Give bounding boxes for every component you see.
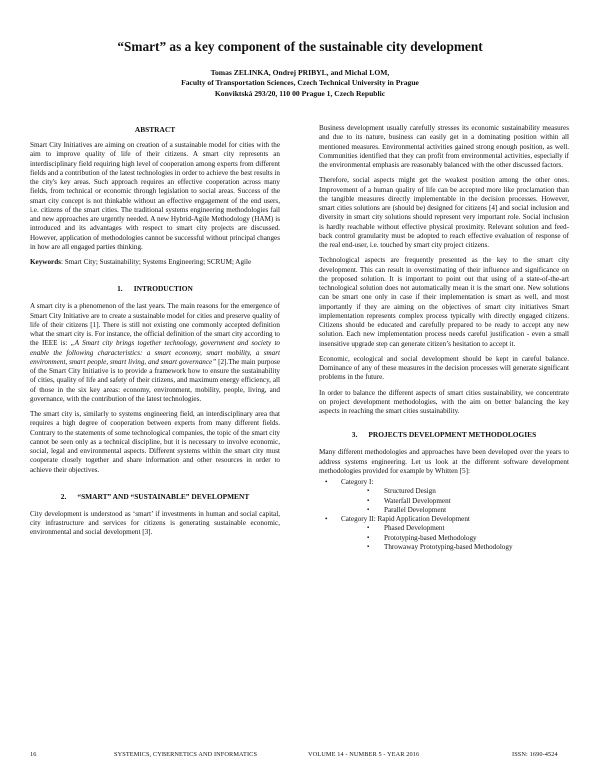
- keywords: [30, 258, 280, 267]
- section-heading-projects: 3. PROJECTS DEVELOPMENT METHODOLOGIES: [351, 430, 537, 440]
- abstract-heading: ABSTRACT: [134, 125, 176, 134]
- list-item: [341, 534, 569, 543]
- intro-p1-quote: „A Smart city brings together technology, government and society to enable the following characteristics: a smart economy, smart mobility, a smart environment, smart people, smart living, and smart governance”: [30, 339, 280, 366]
- list-item-text: Parallel Development: [384, 505, 447, 514]
- list-item-text: Structured Design: [384, 487, 436, 496]
- square-bullet-icon: ▪: [367, 525, 370, 532]
- square-bullet-icon: ▪: [367, 506, 370, 513]
- right-column: [319, 124, 569, 552]
- list-item-text: Prototyping-based Methodology: [384, 533, 477, 542]
- list-item-text: Throwaway Prototyping-based Methodology: [384, 542, 513, 551]
- methodology-list: [319, 478, 569, 552]
- category-2-sublist: [341, 524, 569, 552]
- footer-journal-name: SYSTEMICS, CYBERNETICS AND INFORMATICS: [114, 751, 258, 758]
- author-affiliation: Faculty of Transportation Sciences, Czech Technical University in Prague: [181, 78, 419, 88]
- footer-issn: ISSN: 1690-4524: [512, 751, 558, 758]
- list-item-category-2: [319, 515, 569, 552]
- list-item: [341, 524, 569, 533]
- right-paragraph-2: Therefore, social aspects might get the weakest position among the other ones. Improvement of a human quality of life can be accepted more like proclamation than the tangible measures directly implementable in the decision processes. However, smart cities solutions are (should be) designed for citizens [4] and social inclusion and diversity in smart city solutions should represent very important role. Social inclusion is hardly reachable without effective physical proximity. Relevant solution and feed-back control granularity must be adopted to reach effective evaluation of response of the real end-user, i.e. touched by smart city project citizens.: [319, 176, 569, 249]
- right-paragraph-4: Economic, ecological and social development should be kept in careful balance. Dominance of any of these measures in the decision processes will generate significant problems in the future.: [319, 354, 569, 382]
- section-heading-smart: 2. “SMART” AND “SUSTAINABLE” DEVELOPMENT: [60, 491, 250, 501]
- keywords-text: : Smart City; Sustainability; Systems Engineering; SCRUM; Agile: [60, 258, 252, 266]
- footer-volume: VOLUME 14 - NUMBER 5 - YEAR 2016: [308, 751, 420, 758]
- bullet-icon: •: [325, 478, 328, 486]
- abstract-body: Smart City Initiatives are aiming on creation of a sustainable model for cities with the aim to improve quality of life of their citizens. A smart city represents an interdisciplinary field requiring high level of cooperation among experts from different fields and a contribution of the latest technologies in order to achieve the best results in the city's key areas. Such approach requires an effective cooperation across many fields, from technical or economic through legislation to social areas. Success of the smart city concept is not thinkable without an effective engagement of the end users, i.e. citizens of the smart cities. The traditional systems engineering methodologies fail and new approaches are urgently needed. A new Hybrid-Agile Methodology (HAM) is introduced and its advantages with respect to smart city projects are discussed. However, application of methodologies cannot be successful without principal changes in how are all engaged parties thinking.: [30, 141, 280, 251]
- square-bullet-icon: ▪: [367, 497, 370, 504]
- list-item: [341, 497, 569, 506]
- page-footer: [30, 750, 570, 760]
- bullet-icon: •: [325, 515, 328, 523]
- category-1-label: Category I:: [341, 478, 374, 486]
- intro-p1-text-a: A smart city is a phenomenon of the last years. The main reasons for the emergence of Smart City Initiative are to create a sustainable model for cities and preserve quality of life of their citizens [1]. There is still not existing one commonly accepted definition what the smart city is. For instance, the official definition of the smart city according to the IEEE is:: [30, 302, 280, 348]
- author-block: [30, 68, 570, 99]
- list-item: [341, 506, 569, 515]
- intro-p1-text-b: [2].The main purpose of the Smart City Initiative is to provide a framework how to ensure the sustainability of cities, quality of life and safety of their citizens, and maximum energy efficiency, all of those in the six key areas: economy, environment, mobility, people, living, and governance, with the contribution of the latest technologies.: [30, 357, 280, 403]
- list-item: [341, 487, 569, 496]
- keywords-label: Keywords: [30, 258, 61, 266]
- list-item-text: Waterfall Development: [384, 496, 451, 505]
- left-column: [30, 125, 280, 544]
- intro-paragraph-1: [30, 302, 280, 404]
- intro-paragraph-2: The smart city is, similarly to systems engineering field, an interdisciplinary area that requires a high degree of cooperation between experts from many different fields. Contrary to the statements of some technological companies, the topic of the smart city cannot be seen only as a technical discipline, but it is necessary to involve economic, social, legal and environmental aspects. Different systems within the smart city must cooperate closely together and share information and other resources in order to achieve their objectives.: [30, 410, 280, 474]
- category-1-sublist: [341, 487, 569, 515]
- category-2-label: Category II: Rapid Application Development: [341, 515, 470, 523]
- section-heading-introduction: 1. INTRODUCTION: [117, 284, 193, 294]
- right-paragraph-3: Technological aspects are frequently presented as the key to the smart city development. This can result in overestimating of their influence and significance on the proposed solution. It is important to point out that using of a state-of-the-art technological solution does not automatically mean it is the smart one. New solutions can be smart one only in case if their implementation is smart as well, and most importantly if they are aiming on the objectives of smart city initiatives Smart implementation represents complex process typically with directly engaged citizens. Citizens should be educated and carefully prepared to be ready to accept any new solution. Each new implementation process needs careful justification - even a small insensitive upgrade step can generate citizen’s hesitation to accept it.: [319, 256, 569, 348]
- list-item: [341, 543, 569, 552]
- list-item-category-1: [319, 478, 569, 515]
- square-bullet-icon: ▪: [367, 534, 370, 541]
- right-paragraph-5: In order to balance the different aspects of smart cities sustainability, we concentrate on project development methodologies, with the aim on better balancing the key aspects in reaching the smart cities sustainability.: [319, 388, 569, 415]
- square-bullet-icon: ▪: [367, 488, 370, 495]
- author-names: Tomas ZELINKA, Ondrej PRIBYL, and Michal LOM,: [210, 68, 390, 77]
- footer-page-number: 16: [30, 751, 37, 758]
- right-paragraph-1: Business development usually carefully stresses its economic sustainability measures and due to its nature, business can easily get in a dominating position within all mentioned measures. Environmental activities gained strong enough position, as well. Communities identified that they can profit from environmental activities, especially if the environmental emphasis are reasonably balanced with the other discussed factors.: [319, 124, 569, 169]
- paper-title: “Smart” as a key component of the sustainable city development: [117, 39, 483, 54]
- list-item-text: Phased Development: [384, 524, 445, 533]
- projects-paragraph-1: Many different methodologies and approaches have been developed over the years to address systems engineering. Let us look at the different software development methodologies provided for example by Whitten [5]:: [319, 448, 569, 475]
- smart-paragraph-1: City development is understood as ‘smart’ if investments in human and social capital, city infrastructure and services for citizens is generating sustainable economic, environmental and social development [3].: [30, 509, 280, 537]
- square-bullet-icon: ▪: [367, 543, 370, 550]
- author-address: Konviktská 293/20, 110 00 Prague 1, Czech Republic: [214, 88, 386, 98]
